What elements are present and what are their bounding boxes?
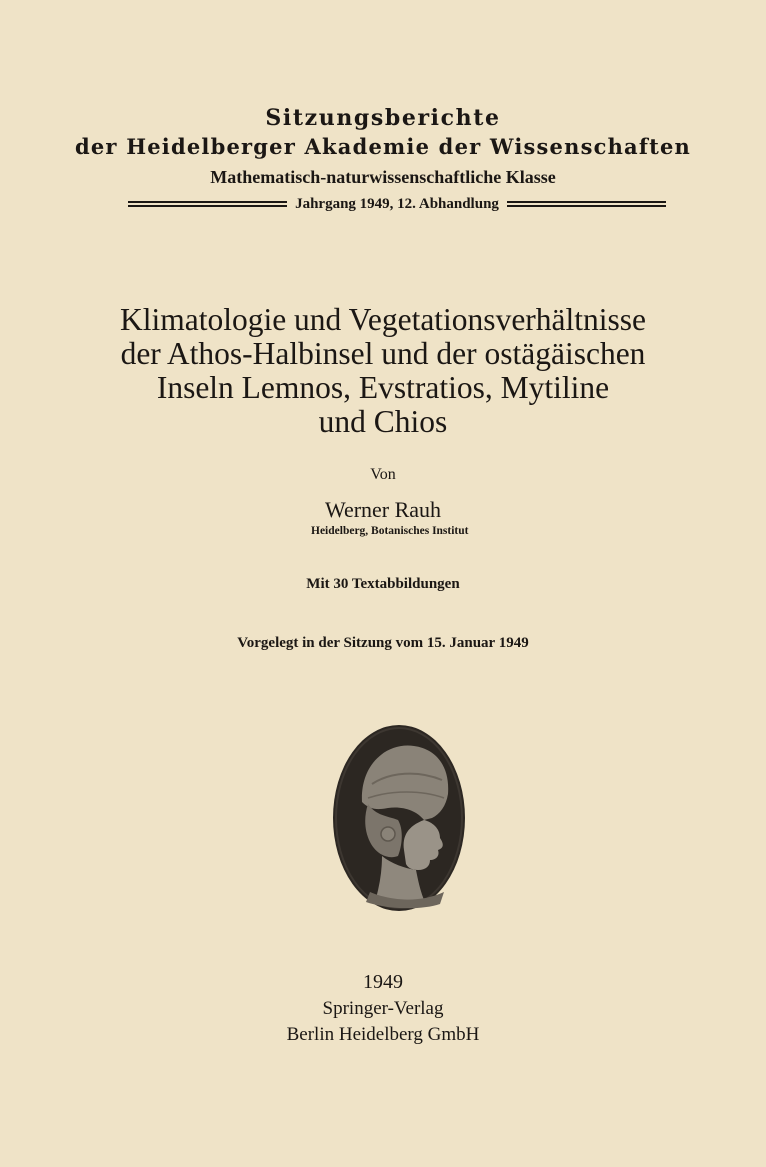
series-class: Mathematisch-naturwissenschaftliche Klasse [210, 167, 556, 187]
publisher-name: Springer-Verlag [322, 998, 444, 1019]
title-line: Klimatologie und Vegetationsverhältnisse [119, 302, 647, 337]
title-line: Inseln Lemnos, Evstratios, Mytiline [156, 370, 610, 405]
volume-label: Jahrgang 1949, 12. Abhandlung [295, 195, 499, 212]
book-title [0, 303, 766, 439]
author-name: Werner Rauh [324, 497, 442, 522]
publication-year: 1949 [363, 971, 403, 993]
publisher-place: Berlin Heidelberg GmbH [286, 1024, 480, 1045]
volume-rule [128, 194, 666, 214]
by-label: Von [370, 466, 396, 483]
series-title: Sitzungsberichte [265, 105, 501, 131]
right-double-rule [507, 201, 666, 207]
presented-note: Vorgelegt in der Sitzung vom 15. Januar 1949 [237, 635, 529, 651]
title-line: und Chios [318, 404, 448, 439]
athena-medallion-icon [332, 724, 466, 912]
author-affiliation: Heidelberg, Botanisches Institut [311, 525, 469, 537]
title-line: der Athos-Halbinsel und der ostägäischen [120, 336, 646, 371]
figures-note: Mit 30 Textabbildungen [306, 576, 460, 592]
left-double-rule [128, 201, 287, 207]
series-subtitle: der Heidelberger Akademie der Wissenschaften [74, 134, 692, 159]
